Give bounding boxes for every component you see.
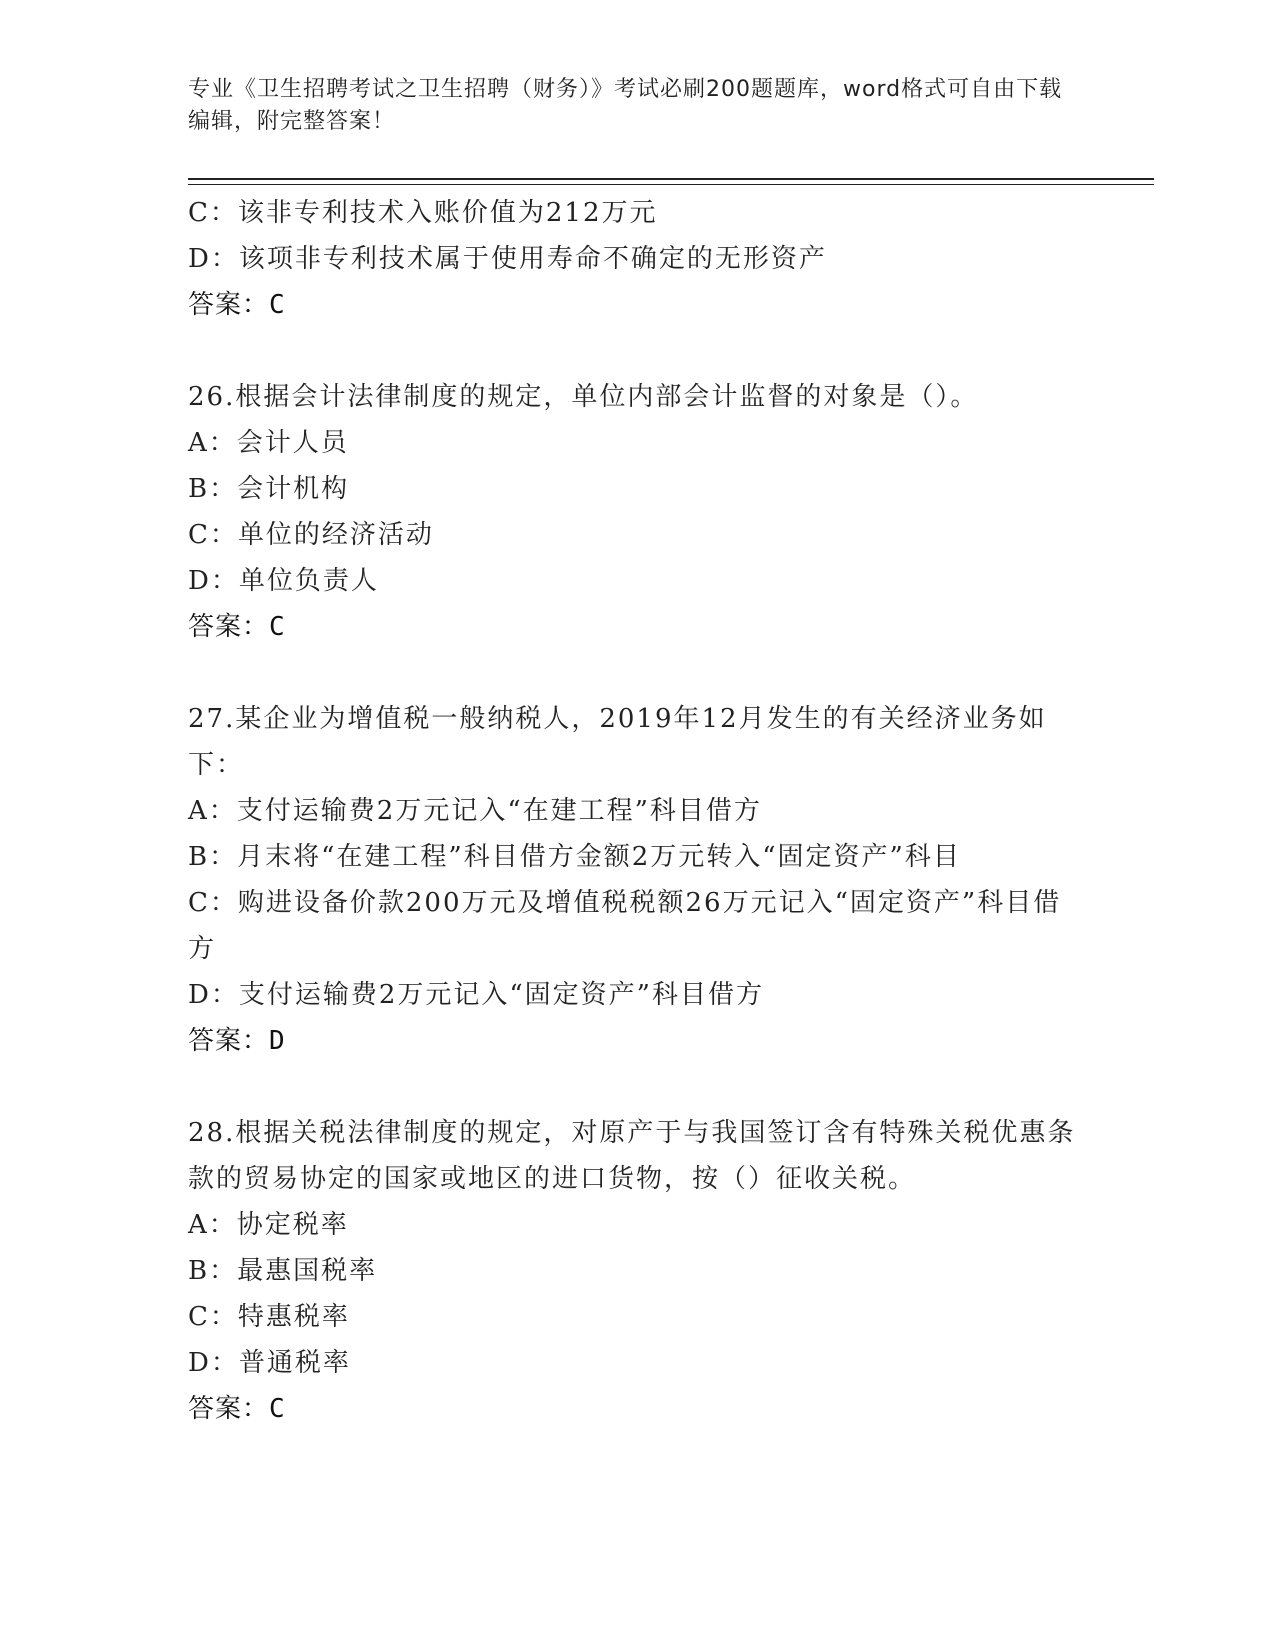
header-divider-thin — [188, 184, 1154, 185]
option-c: C：特惠税率 — [188, 1302, 350, 1332]
option-d: D：支付运输费2万元记入“固定资产”科目借方 — [188, 980, 764, 1010]
question-stem: 26.根据会计法律制度的规定，单位内部会计监督的对象是（）。 — [188, 382, 979, 412]
document-body — [188, 190, 1088, 1478]
option-c: C：该非专利技术入账价值为212万元 — [188, 198, 658, 228]
answer-label: 答案： — [188, 612, 270, 642]
option-a: A：支付运输费2万元记入“在建工程”科目借方 — [188, 796, 762, 826]
header-divider — [188, 178, 1154, 180]
answer-line — [188, 1386, 1088, 1432]
question-26 — [188, 374, 1088, 650]
question-25-continued — [188, 190, 1088, 328]
answer-label: 答案： — [188, 1394, 270, 1424]
document-header: 专业《卫生招聘考试之卫生招聘（财务）》考试必刷200题题库，word格式可自由下载编辑，附完整答案！ — [188, 77, 1063, 134]
option-b: B：月末将“在建工程”科目借方金额2万元转入“固定资产”科目 — [188, 842, 961, 872]
option-d: D：普通税率 — [188, 1348, 351, 1378]
answer-line — [188, 604, 1088, 650]
option-a: A：会计人员 — [188, 428, 349, 458]
option-c: C：购进设备价款200万元及增值税税额26万元记入“固定资产”科目借方 — [188, 888, 1062, 964]
answer-line — [188, 282, 1088, 328]
answer-label: 答案： — [188, 1026, 270, 1056]
answer-label: 答案： — [188, 290, 270, 320]
option-a: A：协定税率 — [188, 1210, 349, 1240]
option-b: B：会计机构 — [188, 474, 350, 504]
option-d: D：单位负责人 — [188, 566, 379, 596]
answer-line — [188, 1018, 1088, 1064]
question-27 — [188, 696, 1088, 1064]
option-b: B：最惠国税率 — [188, 1256, 378, 1286]
question-stem: 28.根据关税法律制度的规定，对原产于与我国签订含有特殊关税优惠条款的贸易协定的国家或地区的进口货物，按（）征收关税。 — [188, 1118, 1076, 1194]
option-c: C：单位的经济活动 — [188, 520, 434, 550]
answer-value: C — [269, 290, 286, 320]
answer-value: C — [269, 612, 286, 642]
question-28 — [188, 1110, 1088, 1432]
option-d: D：该项非专利技术属于使用寿命不确定的无形资产 — [188, 244, 827, 274]
answer-value: D — [269, 1026, 286, 1056]
question-stem: 27.某企业为增值税一般纳税人，2019年12月发生的有关经济业务如下： — [188, 704, 1047, 780]
answer-value: C — [269, 1394, 286, 1424]
